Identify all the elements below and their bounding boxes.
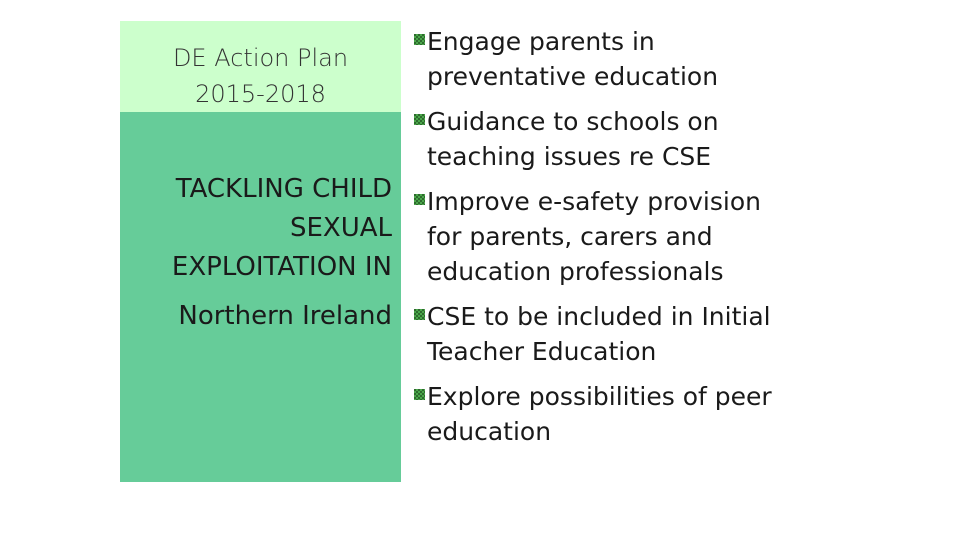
bullet-line: teaching issues re CSE — [427, 142, 712, 171]
square-bullet-icon — [414, 114, 425, 125]
bullet-line: for parents, carers and — [427, 222, 713, 251]
bullet-item — [410, 184, 950, 289]
bullet-line: education — [427, 417, 552, 446]
bullet-line: preventative education — [427, 62, 719, 91]
bullet-line: CSE to be included in Initial — [427, 302, 771, 331]
bullet-item — [410, 104, 950, 174]
title-line-4: Northern Ireland — [178, 301, 392, 331]
square-bullet-icon — [414, 194, 425, 205]
bullet-line: education professionals — [427, 257, 724, 286]
bullet-line: Improve e-safety provision — [427, 187, 761, 216]
bullet-line: Guidance to schools on — [427, 107, 719, 136]
square-bullet-icon — [414, 309, 425, 320]
bullet-item — [410, 24, 950, 94]
bullet-line: Explore possibilities of peer — [427, 382, 772, 411]
title-line-1: TACKLING CHILD — [175, 174, 392, 204]
slide-subtitle — [120, 40, 401, 112]
subtitle-line-1: DE Action Plan — [172, 44, 349, 72]
bullet-item — [410, 379, 950, 449]
subtitle-line-2: 2015-2018 — [195, 80, 326, 108]
bullet-list — [410, 24, 950, 459]
title-line-3: EXPLOITATION IN — [171, 252, 392, 282]
bullet-item — [410, 299, 950, 369]
bullet-line: Teacher Education — [427, 337, 657, 366]
title-line-2: SEXUAL — [289, 213, 392, 243]
square-bullet-icon — [414, 389, 425, 400]
slide-title — [120, 170, 392, 336]
square-bullet-icon — [414, 34, 425, 45]
bullet-line: Engage parents in — [427, 27, 655, 56]
